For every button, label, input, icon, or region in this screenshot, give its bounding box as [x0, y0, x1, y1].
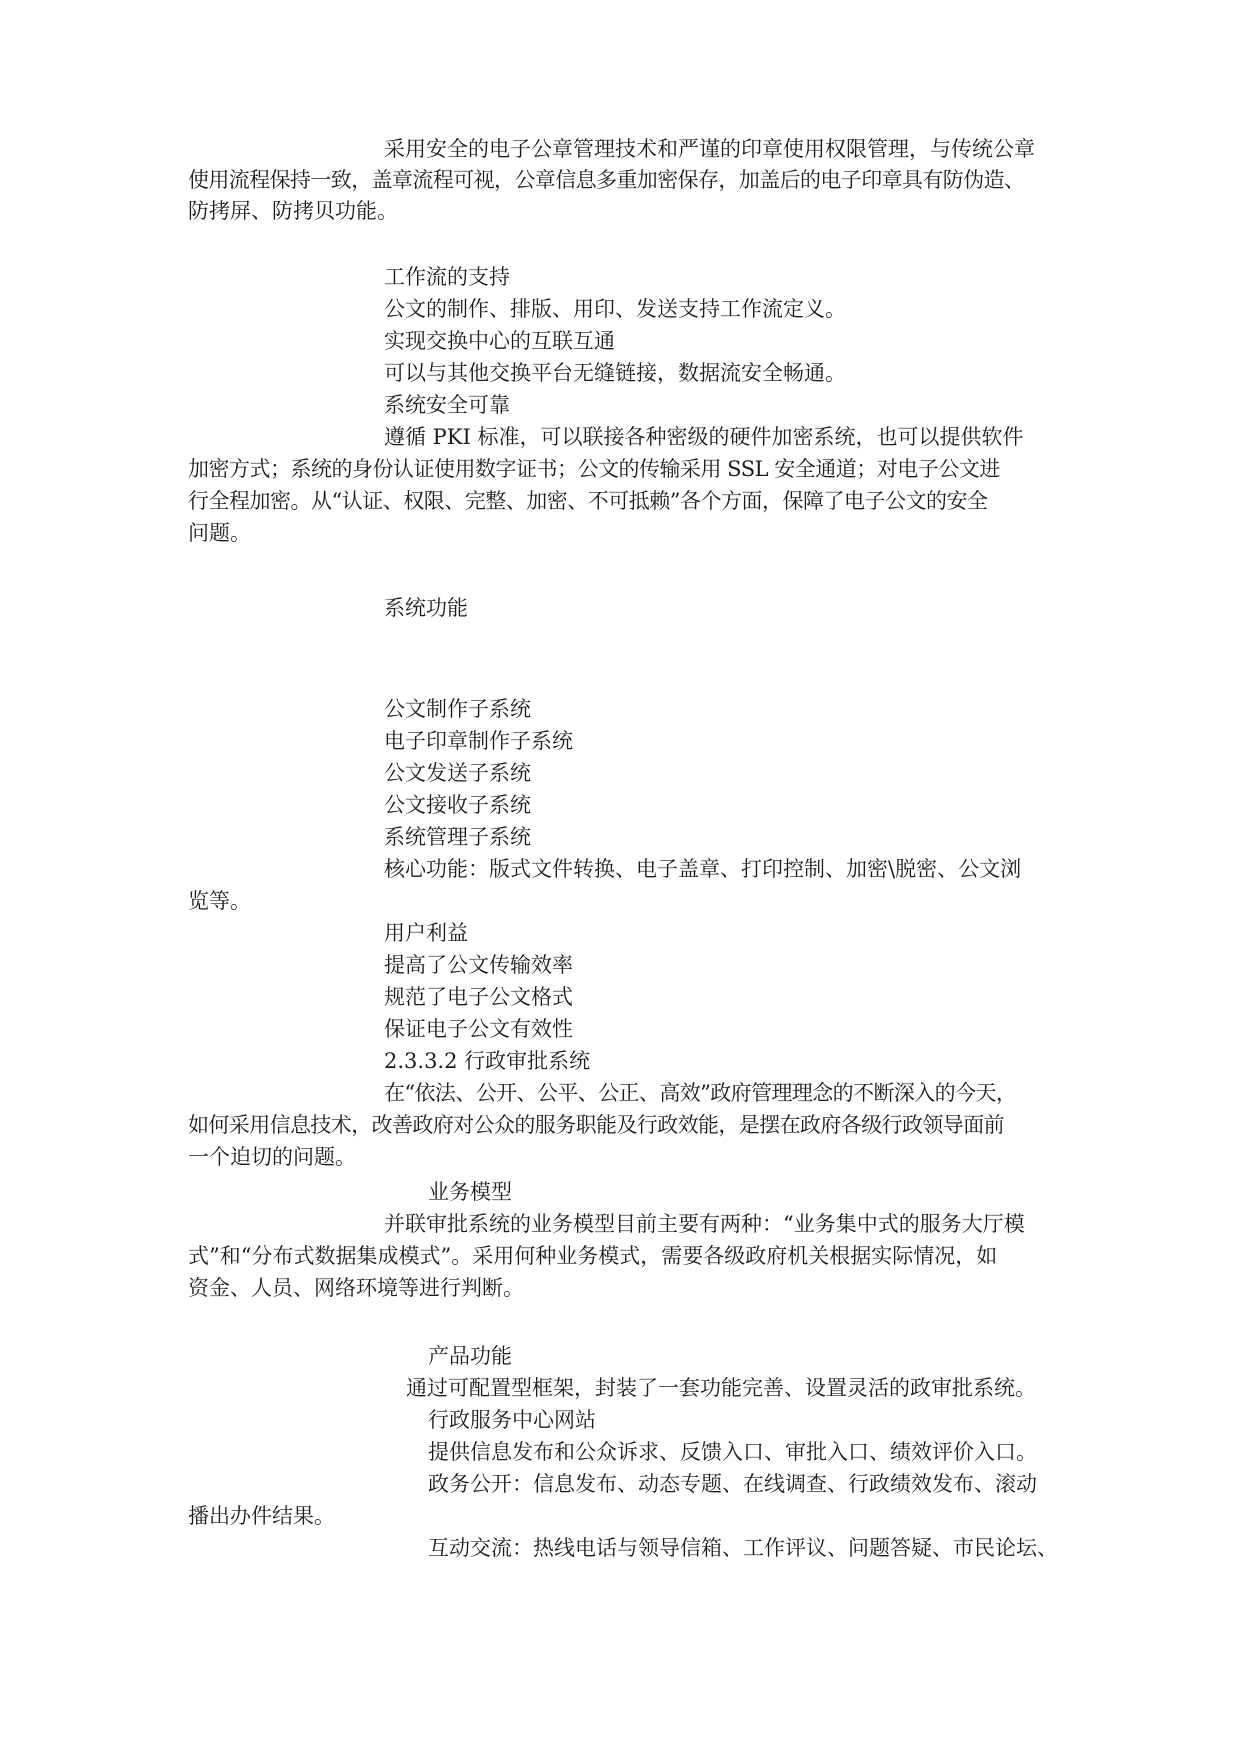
text-line: 政务公开：信息发布、动态专题、在线调查、行政绩效发布、滚动: [428, 1472, 1037, 1496]
list-item: 保证电子公文有效性: [384, 1017, 573, 1041]
text-line: 使用流程保持一致，盖章流程可视，公章信息多重加密保存，加盖后的电子印章具有防伪造、: [188, 168, 1025, 192]
heading: 行政服务中心网站: [428, 1408, 596, 1432]
list-item: 系统管理子系统: [384, 825, 531, 849]
heading: 实现交换中心的互联互通: [384, 329, 615, 353]
text-line: 核心功能：版式文件转换、电子盖章、打印控制、加密\脱密、公文浏: [384, 857, 1022, 881]
text-line: 互动交流：热线电话与领导信箱、工作评议、问题答疑、市民论坛、: [428, 1536, 1058, 1560]
heading: 产品功能: [428, 1344, 512, 1368]
text-line: 览等。: [188, 889, 251, 913]
text-line: 提供信息发布和公众诉求、反馈入口、审批入口、绩效评价入口。: [428, 1440, 1037, 1464]
list-item: 公文接收子系统: [384, 793, 531, 817]
text-line: 资金、人员、网络环境等进行判断。: [188, 1276, 524, 1300]
heading: 系统功能: [384, 596, 468, 620]
text-line: 式”和“分布式数据集成模式”。采用何种业务模式，需要各级政府机关根据实际情况，如: [188, 1244, 998, 1268]
text-line: 如何采用信息技术，改善政府对公众的服务职能及行政效能，是摆在政府各级行政领导面前: [188, 1113, 1004, 1137]
text-line: 并联审批系统的业务模型目前主要有两种：“业务集中式的服务大厅模: [384, 1212, 1025, 1236]
text-line: 播出办件结果。: [188, 1504, 335, 1528]
text-line: 公文的制作、排版、用印、发送支持工作流定义。: [384, 297, 846, 321]
text-line: 采用安全的电子公章管理技术和严谨的印章使用权限管理，与传统公章: [384, 137, 1035, 161]
text-line: 通过可配置型框架，封装了一套功能完善、设置灵活的政审批系统。: [406, 1376, 1036, 1400]
text-line: 防拷屏、防拷贝功能。: [188, 199, 398, 223]
list-item: 提高了公文传输效率: [384, 953, 573, 977]
heading: 用户利益: [384, 921, 468, 945]
list-item: 规范了电子公文格式: [384, 985, 573, 1009]
heading: 工作流的支持: [384, 265, 510, 289]
heading: 系统安全可靠: [384, 393, 510, 417]
heading: 业务模型: [428, 1180, 512, 1204]
list-item: 电子印章制作子系统: [384, 729, 573, 753]
text-line: 行全程加密。从“认证、权限、完整、加密、不可抵赖”各个方面，保障了电子公文的安全: [188, 489, 988, 513]
text-line: 在“依法、公开、公平、公正、高效”政府管理理念的不断深入的今天，: [384, 1081, 1017, 1105]
text-line: 问题。: [188, 521, 251, 545]
text-line: 一个迫切的问题。: [188, 1145, 356, 1169]
text-line: 加密方式；系统的身份认证使用数字证书；公文的传输采用 SSL 安全通道；对电子公文进: [188, 457, 1000, 481]
list-item: 公文制作子系统: [384, 697, 531, 721]
text-line: 可以与其他交换平台无缝链接，数据流安全畅通。: [384, 361, 846, 385]
list-item: 公文发送子系统: [384, 761, 531, 785]
section-heading: 2.3.3.2 行政审批系统: [384, 1049, 591, 1073]
text-line: 遵循 PKI 标准，可以联接各种密级的硬件加密系统，也可以提供软件: [384, 425, 1024, 449]
